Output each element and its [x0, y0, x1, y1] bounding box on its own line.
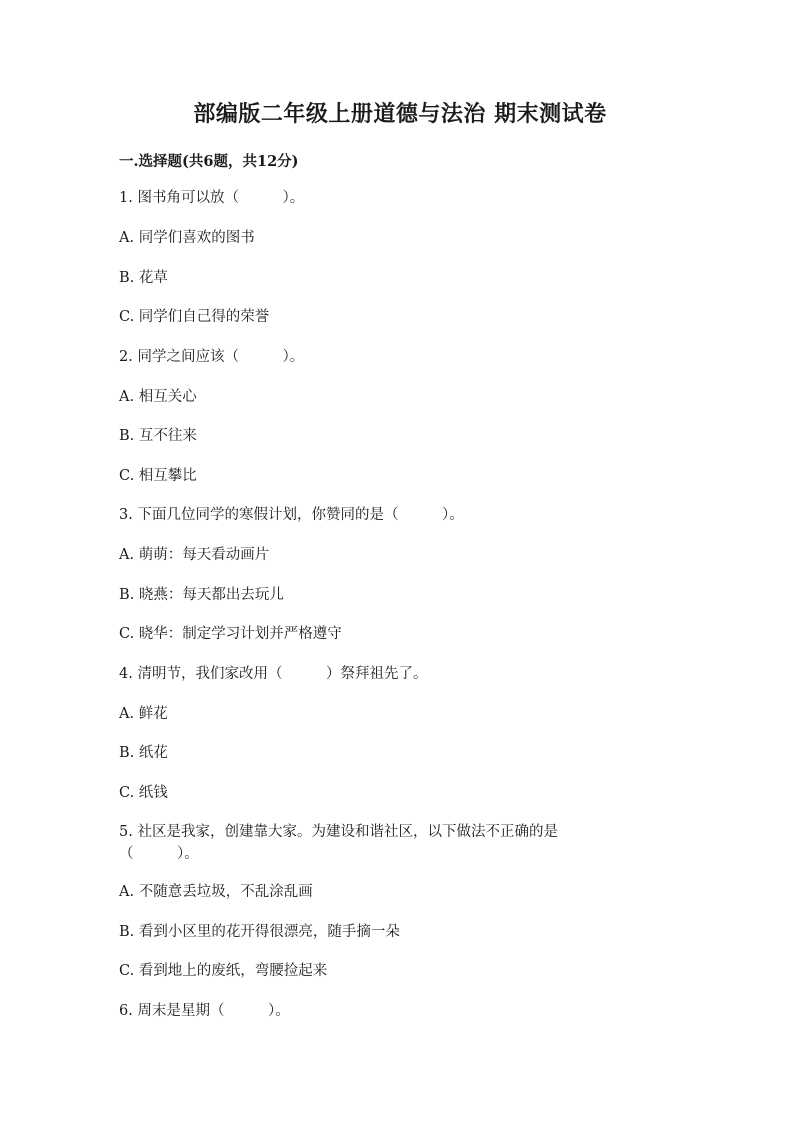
question-1-option-a[interactable]: A. 同学们喜欢的图书 [119, 230, 255, 246]
question-1-stem: 1. 图书角可以放（ ）。 [119, 190, 305, 206]
question-2-option-a[interactable]: A. 相互关心 [119, 389, 197, 405]
question-4-stem: 4. 清明节，我们家改用（ ）祭拜祖先了。 [119, 666, 428, 682]
question-1-option-c[interactable]: C. 同学们自己得的荣誉 [119, 309, 270, 325]
question-4-option-a[interactable]: A. 鲜花 [119, 706, 168, 722]
question-5-stem: 5. 社区是我家，创建靠大家。为建设和谐社区，以下做法不正确的是 [119, 824, 558, 840]
question-6-stem: 6. 周末是星期（ ）。 [119, 1003, 290, 1019]
question-5-option-c[interactable]: C. 看到地上的废纸，弯腰捡起来 [119, 963, 328, 979]
question-2-stem: 2. 同学之间应该（ ）。 [119, 349, 305, 365]
page-title: 部编版二年级上册道德与法治 期末测试卷 [193, 101, 607, 127]
question-4-option-c[interactable]: C. 纸钱 [119, 785, 168, 801]
question-1-option-b[interactable]: B. 花草 [119, 270, 168, 286]
question-2-option-b[interactable]: B. 互不往来 [119, 428, 197, 444]
question-5-stem-continued: （ ）。 [119, 846, 199, 862]
question-3-option-c[interactable]: C. 晓华：制定学习计划并严格遵守 [119, 626, 342, 642]
question-2-option-c[interactable]: C. 相互攀比 [119, 468, 197, 484]
question-5-option-a[interactable]: A. 不随意丢垃圾，不乱涂乱画 [119, 884, 313, 900]
question-4-option-b[interactable]: B. 纸花 [119, 745, 168, 761]
question-3-option-b[interactable]: B. 晓燕：每天都出去玩儿 [119, 587, 284, 603]
question-3-option-a[interactable]: A. 萌萌：每天看动画片 [119, 547, 270, 563]
question-3-stem: 3. 下面几位同学的寒假计划，你赞同的是（ ）。 [119, 507, 464, 523]
question-5-option-b[interactable]: B. 看到小区里的花开得很漂亮，随手摘一朵 [119, 924, 400, 940]
section-heading: 一.选择题(共6题，共12分) [119, 153, 299, 170]
